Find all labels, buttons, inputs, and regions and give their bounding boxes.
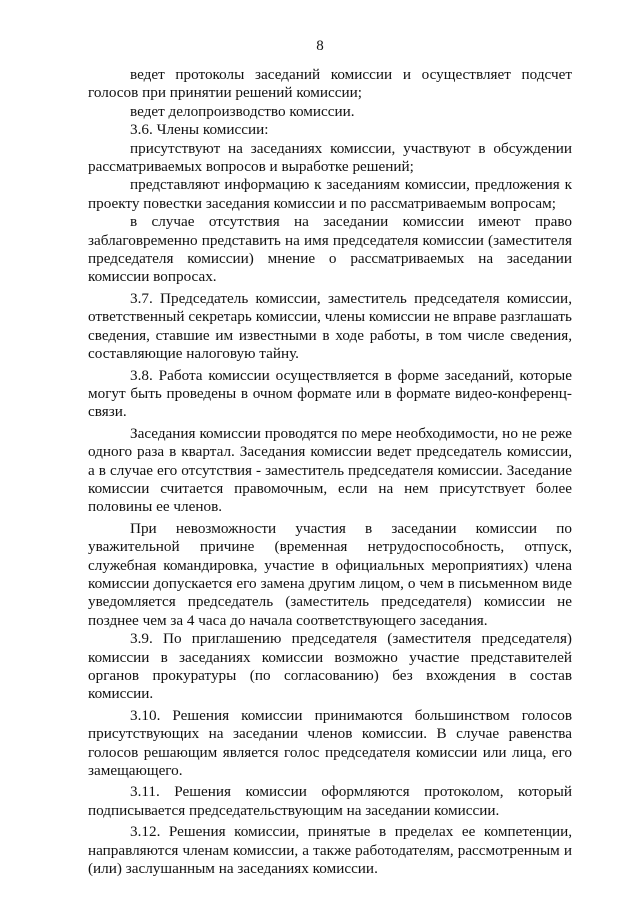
document-body bbox=[88, 66, 572, 878]
paragraph-3-9: 3.9. По приглашению председателя (заместителя председателя) комиссии в заседаниях комиссии возможно участие представителей органов прокуратуры (по согласованию) без вхождения в состав комиссии. bbox=[88, 630, 572, 703]
paragraph-protocols: ведет протоколы заседаний комиссии и осуществляет подсчет голосов при принятии решений комиссии; bbox=[88, 66, 572, 102]
paragraph-3-11: 3.11. Решения комиссии оформляются протоколом, который подписывается председательствующим на заседании комиссии. bbox=[88, 783, 572, 819]
paragraph-3-8: 3.8. Работа комиссии осуществляется в форме заседаний, которые могут быть проведены в очном формате или в формате видео-конференц-связи. bbox=[88, 366, 572, 421]
paragraph-3-10: 3.10. Решения комиссии принимаются большинством голосов присутствующих на заседании членов комиссии. В случае равенства голосов решающим является голос председателя комиссии или лица, его замещающего. bbox=[88, 706, 572, 780]
paragraph-records: ведет делопроизводство комиссии. bbox=[130, 102, 355, 120]
paragraph-3-6-provide-info: представляют информацию к заседаниям комиссии, предложения к проекту повестки заседания комиссии и по рассматриваемым вопросам; bbox=[88, 176, 572, 212]
paragraph-3-6-attend: присутствуют на заседаниях комиссии, участвуют в обсуждении рассматриваемых вопросов и выработке решений; bbox=[88, 139, 572, 176]
paragraph-3-6-heading: 3.6. Члены комиссии: bbox=[130, 121, 269, 139]
page-number: 8 bbox=[316, 38, 324, 54]
paragraph-3-8-meetings: Заседания комиссии проводятся по мере необходимости, но не реже одного раза в квартал. Заседания комиссии ведет председатель комиссии, а в случае его отсутствия - заместитель председателя комиссии. Заседание комиссии считается правомочным, если на нем присутствует более половины ее членов. bbox=[88, 424, 572, 516]
paragraph-3-8-replacement: При невозможности участия в заседании комиссии по уважительной причине (временная нетрудоспособность, отпуск, служебная командировка, участие в официальных мероприятиях) члена комиссии допускается его замена другим лицом, о чем в письменном виде уведомляется председатель (заместитель председателя) комиссии не позднее чем за 4 часа до начала соответствующего заседания. bbox=[88, 519, 572, 629]
paragraph-3-7: 3.7. Председатель комиссии, заместитель председателя комиссии, ответственный секретарь комиссии, члены комиссии не вправе разглашать сведения, ставшие им известными в ходе работы, в том числе сведения, составляющие налоговую тайну. bbox=[88, 289, 572, 363]
paragraph-3-12: 3.12. Решения комиссии, принятые в пределах ее компетенции, направляются членам комиссии, а также работодателям, рассмотренным и (или) заслушанным на заседаниях комиссии. bbox=[88, 823, 572, 878]
paragraph-3-6-absence: в случае отсутствия на заседании комиссии имеют право заблаговременно представить на имя председателя комиссии (заместителя председателя комиссии) мнение о рассматриваемых на заседании комиссии вопросах. bbox=[88, 213, 572, 286]
